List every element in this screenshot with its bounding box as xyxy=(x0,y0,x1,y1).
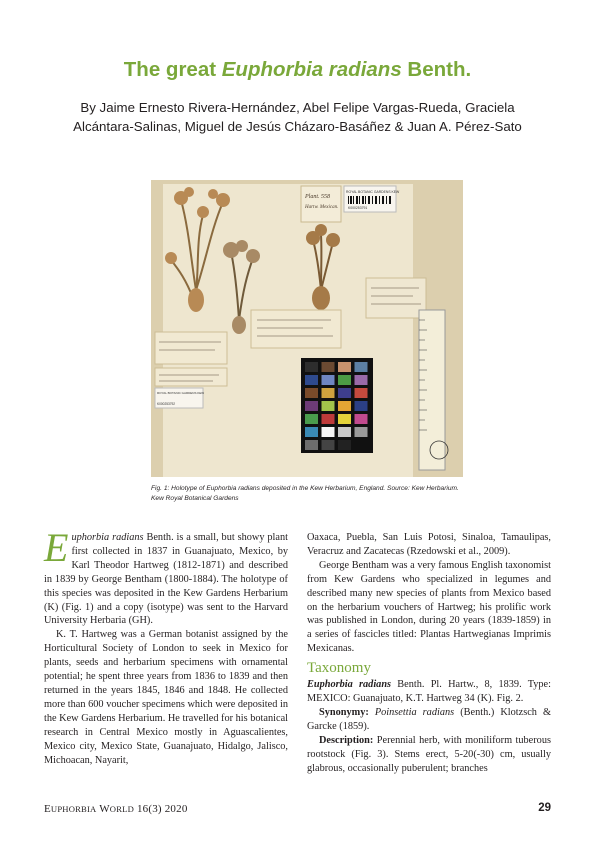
article-title: The great Euphorbia radians Benth. xyxy=(123,58,472,81)
svg-text:Plant. 558: Plant. 558 xyxy=(305,194,330,200)
right-column xyxy=(307,531,551,775)
page-number: 29 xyxy=(538,802,551,814)
color-swatch xyxy=(322,440,335,450)
type-paragraph: Euphorbia radians Benth. Pl. Hartw., 8, 1839. Type: MEXICO: Guanajuato, K.T. Hartweg 34 (K). Fig. 2. xyxy=(307,679,551,704)
color-swatch xyxy=(305,440,318,450)
herbarium-specimen-illustration xyxy=(151,180,463,477)
color-swatch xyxy=(338,388,351,398)
figure-caption: Fig. 1: Holotype of Euphorbia radians deposited in the Kew Herbarium, England. Source: Kew Herbarium. Kew Royal Botanical Gardens xyxy=(151,485,459,502)
color-swatch xyxy=(305,401,318,411)
states-paragraph: Oaxaca, Puebla, San Luis Potosi, Sinaloa, Tamaulipas, Veracruz and Zacatecas (Rzedowski et al., 2009). xyxy=(307,532,551,557)
color-swatch xyxy=(322,375,335,385)
journal-footer: EUPHORBIA WORLD 16(3) 2020 xyxy=(44,803,188,815)
svg-text:K000253791: K000253791 xyxy=(348,206,368,210)
color-swatch xyxy=(355,414,368,424)
color-swatch xyxy=(305,414,318,424)
color-swatch xyxy=(355,362,368,372)
svg-text:K000253792: K000253792 xyxy=(157,402,176,406)
svg-text:ROYAL BOTANIC GARDENS KEW: ROYAL BOTANIC GARDENS KEW xyxy=(346,190,400,194)
intro-paragraph: Euphorbia radians Benth. is a small, but showy plant first collected in 1837 in Guanajuato, Mexico, by Karl Theodor Hartweg (1812-1871) and described in 1839 by George Bentham (1800-1884). The holotype of this species was deposited in the Kew Gardens Herbarium (K) (Fig. 1) and a copy (isotype) was sent to the Harvard University Herbaria (GH). xyxy=(44,525,288,627)
color-swatch xyxy=(355,388,368,398)
herbarium-photo xyxy=(151,180,463,477)
bentham-paragraph: George Bentham was a very famous English taxonomist from Kew Gardens who specialized in legumes and described many new species of plants from Mexico based on the herbarium vouchers of Hartweg; his prolific work was published in London, during 20 years (1839-1859) in a series of fascicles titled: Plantas Hartwegianas Imprimis Mexicanas. xyxy=(307,559,551,655)
color-swatch xyxy=(338,414,351,424)
color-swatch xyxy=(322,414,335,424)
color-swatch xyxy=(305,375,318,385)
svg-text:Hartw. Mexican.: Hartw. Mexican. xyxy=(305,205,339,210)
color-swatch xyxy=(338,427,351,437)
color-swatch xyxy=(338,362,351,372)
synonymy-paragraph: Synonymy: Poinsettia radians (Benth.) Klotzsch & Garcke (1859). xyxy=(307,706,551,732)
left-column xyxy=(44,525,288,767)
color-swatch xyxy=(322,427,335,437)
author-list: By Jaime Ernesto Rivera-Hernández, Abel Felipe Vargas-Rueda, Graciela Alcántara-Salinas, Miguel de Jesús Cházaro-Basáñez & Juan A. Pérez-Sato xyxy=(73,100,522,134)
color-swatch xyxy=(322,362,335,372)
color-swatch xyxy=(305,427,318,437)
hartweg-paragraph: K. T. Hartweg was a German botanist assigned by the Horticultural Society of London to seek in Mexico for plants, seeds and herbarium specimens with ornamental potential; he spent three years from 1836 to 1839 and then returned in the years 1845, 1846 and 1848. He collected more than 600 voucher specimens which were deposited in the Kew Gardens Herbarium. He travelled for his botanical research in Central Mexico mostly in Aguascalientes, Mexico city, Mexico State, Guanajuato, Hidalgo, Jalisco, Michoacan, Nayarit, xyxy=(44,629,288,766)
section-heading-taxonomy: Taxonomy xyxy=(307,660,371,677)
color-swatch xyxy=(338,401,351,411)
color-swatch xyxy=(355,401,368,411)
color-swatch xyxy=(305,388,318,398)
drop-cap: E xyxy=(44,525,69,570)
color-swatch xyxy=(355,427,368,437)
description-paragraph: Description: Perennial herb, with moniliform tuberous rootstock (Fig. 3). Stems erect, 5-20(-30) cm, usually glabrous, occasionally puberulent; branches xyxy=(307,734,551,774)
color-swatch xyxy=(355,375,368,385)
color-swatch xyxy=(322,401,335,411)
color-swatch xyxy=(338,375,351,385)
svg-text:ROYAL BOTANIC GARDENS KEW: ROYAL BOTANIC GARDENS KEW xyxy=(157,391,205,395)
color-swatch xyxy=(322,388,335,398)
color-swatch xyxy=(338,440,351,450)
color-swatch xyxy=(305,362,318,372)
